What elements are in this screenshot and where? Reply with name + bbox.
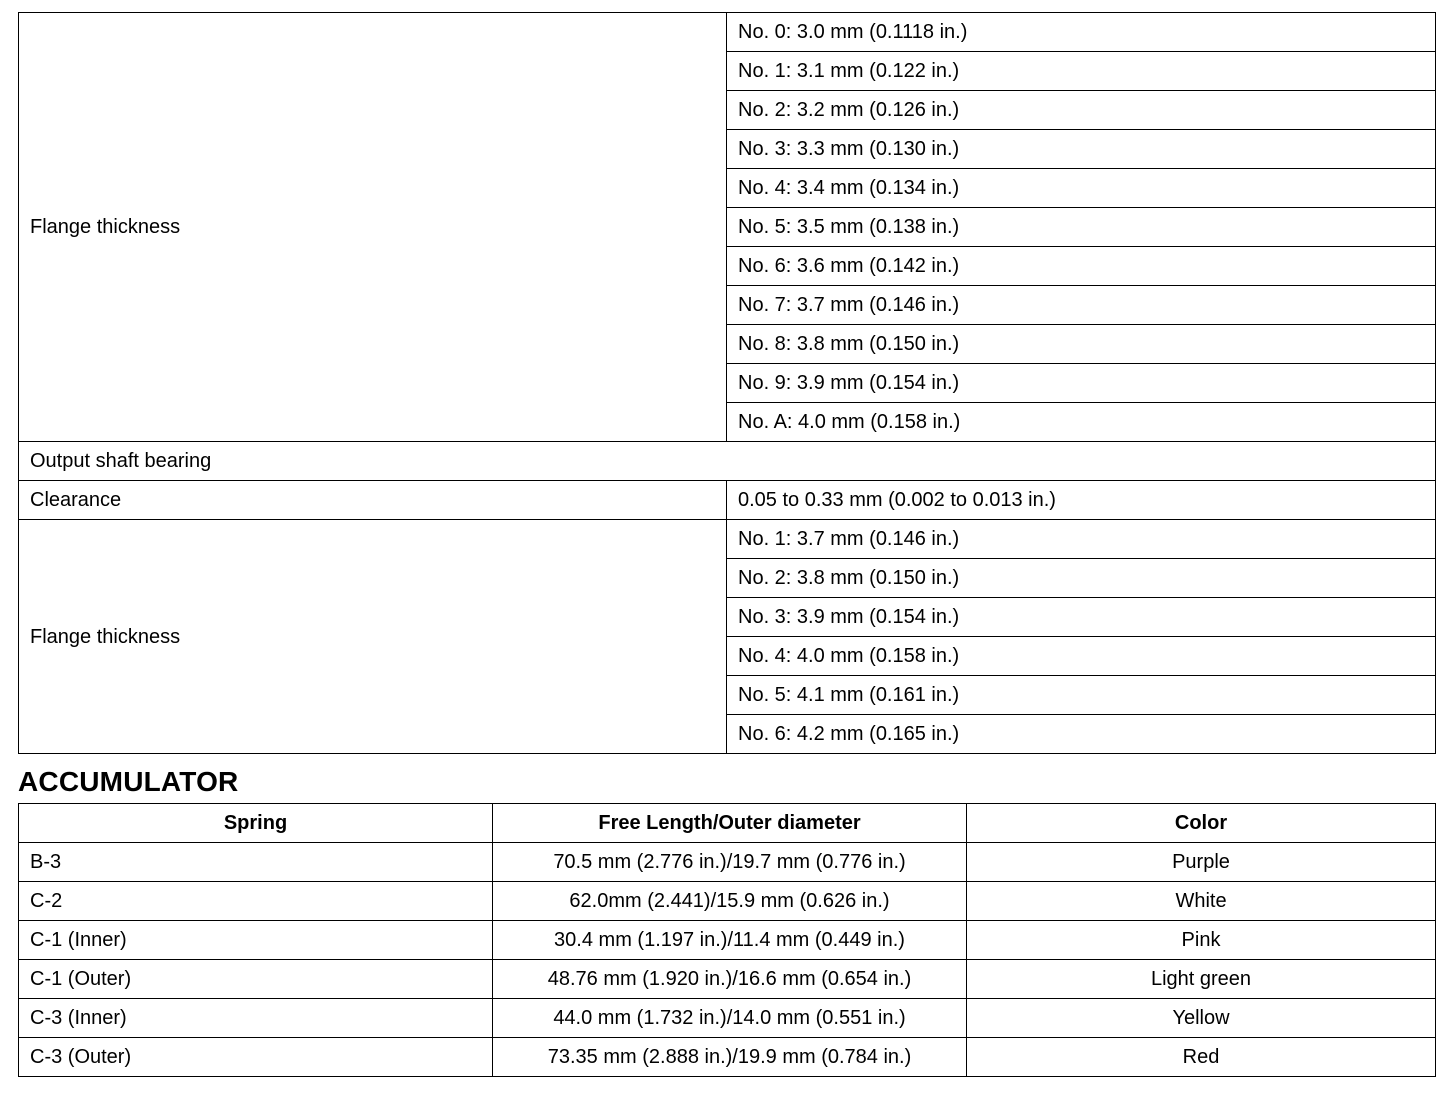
- table-row: [19, 1038, 1436, 1077]
- table-header-row: [19, 804, 1436, 843]
- column-header-spring: Spring: [19, 804, 493, 843]
- input-flange-value: No. A: 4.0 mm (0.158 in.): [727, 403, 1436, 442]
- clearance-label: Clearance: [19, 481, 727, 520]
- spring-dimensions: 30.4 mm (1.197 in.)/11.4 mm (0.449 in.): [493, 921, 967, 960]
- input-flange-value: No. 9: 3.9 mm (0.154 in.): [727, 364, 1436, 403]
- clearance-value: 0.05 to 0.33 mm (0.002 to 0.013 in.): [727, 481, 1436, 520]
- spring-color: Light green: [967, 960, 1436, 999]
- output-flange-value: No. 4: 4.0 mm (0.158 in.): [727, 637, 1436, 676]
- spring-dimensions: 73.35 mm (2.888 in.)/19.9 mm (0.784 in.): [493, 1038, 967, 1077]
- spring-dimensions: 62.0mm (2.441)/15.9 mm (0.626 in.): [493, 882, 967, 921]
- spring-dimensions: 48.76 mm (1.920 in.)/16.6 mm (0.654 in.): [493, 960, 967, 999]
- section-row: [19, 442, 1436, 481]
- table-row: [19, 960, 1436, 999]
- spring-dimensions: 44.0 mm (1.732 in.)/14.0 mm (0.551 in.): [493, 999, 967, 1038]
- output-shaft-bearing-heading: Output shaft bearing: [19, 442, 1436, 481]
- spring-dimensions: 70.5 mm (2.776 in.)/19.7 mm (0.776 in.): [493, 843, 967, 882]
- input-flange-value: No. 2: 3.2 mm (0.126 in.): [727, 91, 1436, 130]
- input-flange-value: No. 4: 3.4 mm (0.134 in.): [727, 169, 1436, 208]
- spring-color: Yellow: [967, 999, 1436, 1038]
- bearing-spec-table: [18, 12, 1436, 754]
- spring-name: C-1 (Outer): [19, 960, 493, 999]
- input-flange-value: No. 7: 3.7 mm (0.146 in.): [727, 286, 1436, 325]
- spring-name: C-2: [19, 882, 493, 921]
- table-row: [19, 999, 1436, 1038]
- input-flange-value: No. 8: 3.8 mm (0.150 in.): [727, 325, 1436, 364]
- input-flange-value: No. 6: 3.6 mm (0.142 in.): [727, 247, 1436, 286]
- output-flange-value: No. 3: 3.9 mm (0.154 in.): [727, 598, 1436, 637]
- column-header-color: Color: [967, 804, 1436, 843]
- table-row: [19, 13, 1436, 52]
- input-flange-value: No. 3: 3.3 mm (0.130 in.): [727, 130, 1436, 169]
- spring-color: Pink: [967, 921, 1436, 960]
- output-flange-value: No. 2: 3.8 mm (0.150 in.): [727, 559, 1436, 598]
- column-header-free-length: Free Length/Outer diameter: [493, 804, 967, 843]
- table-row: [19, 921, 1436, 960]
- spring-name: C-3 (Inner): [19, 999, 493, 1038]
- output-flange-value: No. 5: 4.1 mm (0.161 in.): [727, 676, 1436, 715]
- input-flange-thickness-label: Flange thickness: [19, 13, 727, 442]
- spring-name: C-3 (Outer): [19, 1038, 493, 1077]
- output-flange-value: No. 6: 4.2 mm (0.165 in.): [727, 715, 1436, 754]
- accumulator-heading: ACCUMULATOR: [18, 766, 239, 797]
- table-row: [19, 882, 1436, 921]
- spring-name: B-3: [19, 843, 493, 882]
- spring-name: C-1 (Inner): [19, 921, 493, 960]
- output-flange-value: No. 1: 3.7 mm (0.146 in.): [727, 520, 1436, 559]
- table-row: [19, 843, 1436, 882]
- output-flange-thickness-label: Flange thickness: [19, 520, 727, 754]
- table-row: [19, 520, 1436, 559]
- spring-color: White: [967, 882, 1436, 921]
- spring-color: Purple: [967, 843, 1436, 882]
- input-flange-value: No. 0: 3.0 mm (0.1118 in.): [727, 13, 1436, 52]
- spring-color: Red: [967, 1038, 1436, 1077]
- input-flange-value: No. 5: 3.5 mm (0.138 in.): [727, 208, 1436, 247]
- table-row: [19, 481, 1436, 520]
- input-flange-value: No. 1: 3.1 mm (0.122 in.): [727, 52, 1436, 91]
- accumulator-table: [18, 803, 1436, 1077]
